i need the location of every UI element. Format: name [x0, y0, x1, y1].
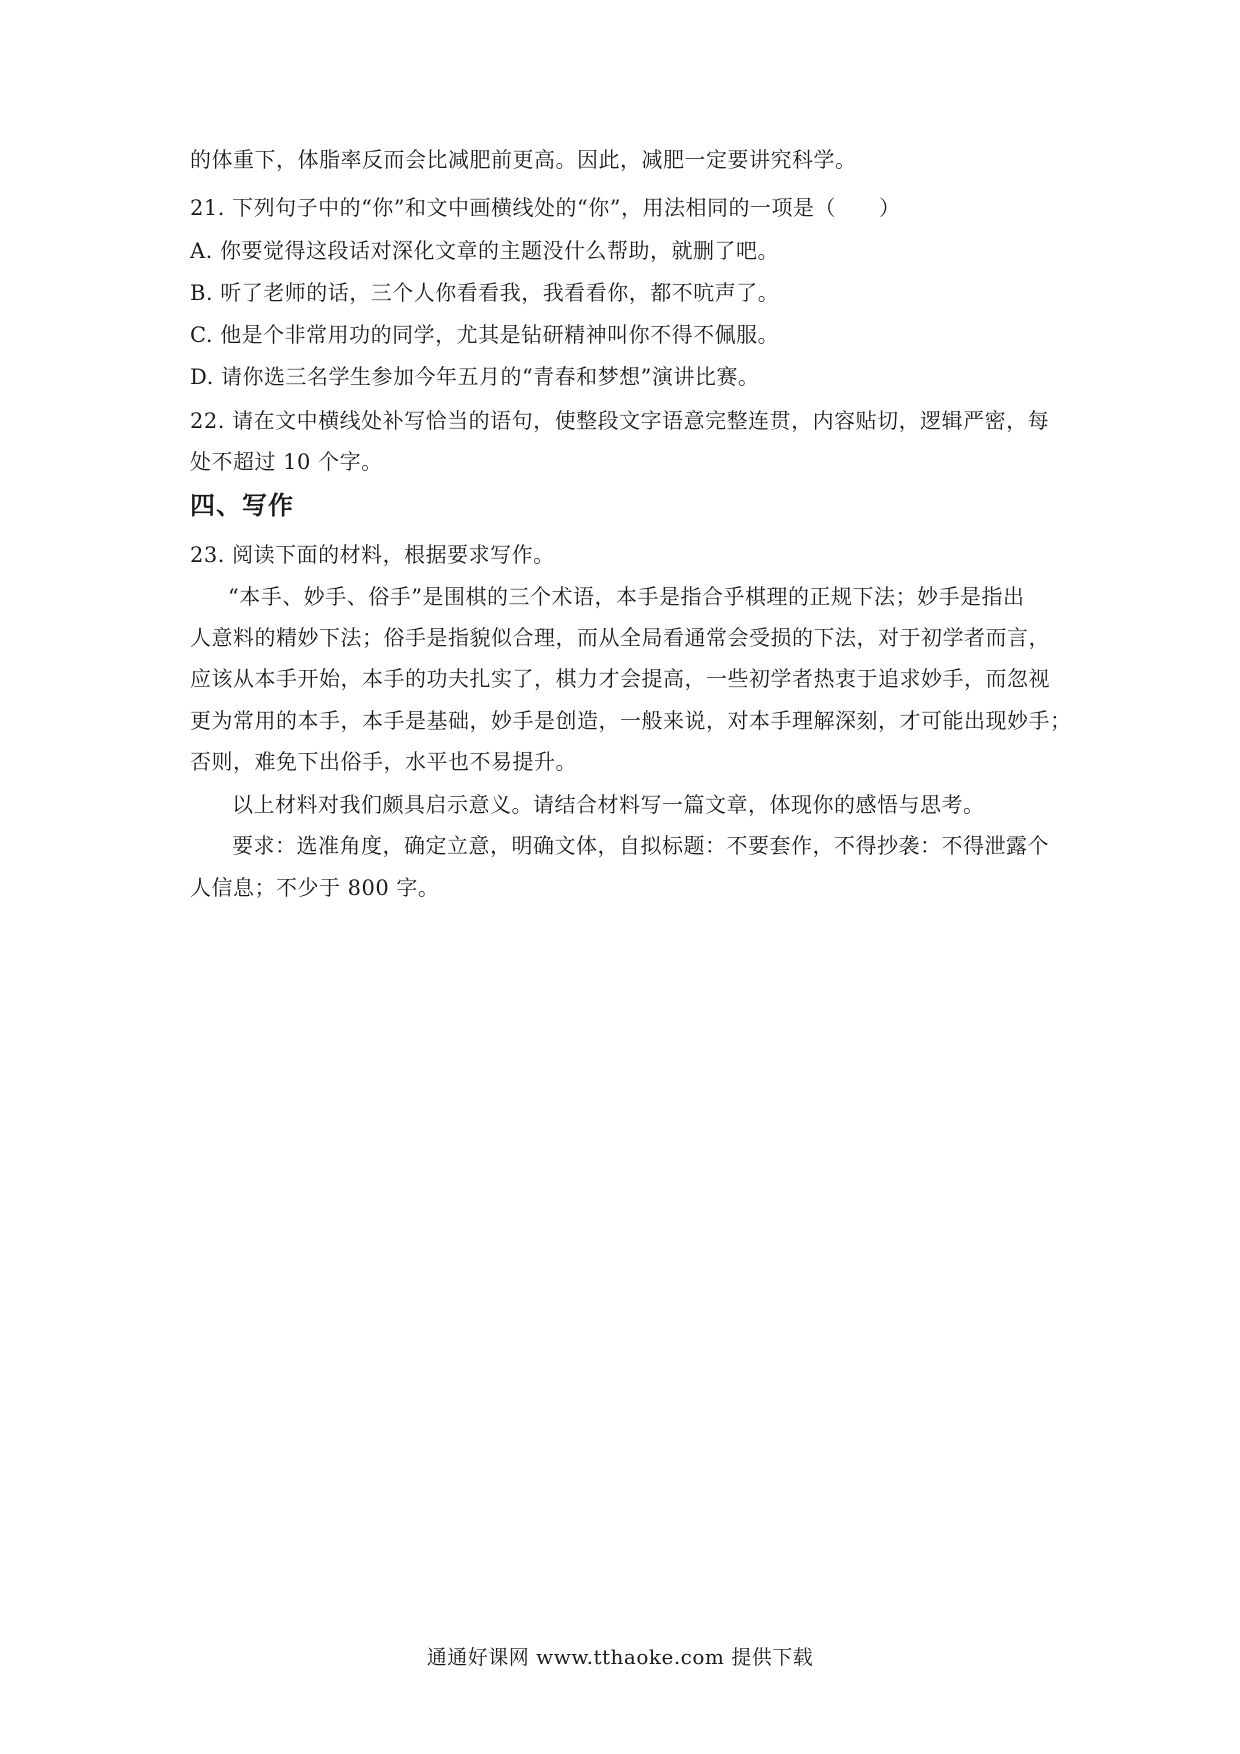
- material-line-4: 更为常用的本手，本手是基础，妙手是创造，一般来说，对本手理解深刻，才可能出现妙手；: [190, 709, 1072, 733]
- question-22-line-2: 处不超过 10 个字。: [190, 450, 383, 474]
- question-21-option-b: B. 听了老师的话，三个人你看看我，我看看你，都不吭声了。: [190, 281, 780, 305]
- material-line-5: 否则，难免下出俗手，水平也不易提升。: [190, 750, 577, 774]
- question-22-line-1: 22. 请在文中横线处补写恰当的语句，使整段文字语意完整连贯，内容贴切，逻辑严密，每: [190, 409, 1050, 433]
- material-line-2: 人意料的精妙下法；俗手是指貌似合理，而从全局看通常会受损的下法，对于初学者而言，: [190, 626, 1050, 650]
- page-footer: 通通好课网 www.tthaoke.com 提供下载: [426, 1645, 814, 1669]
- continuation-text: 的体重下，体脂率反而会比减肥前更高。因此，减肥一定要讲究科学。: [190, 148, 857, 172]
- writing-prompt: 以上材料对我们颇具启示意义。请结合材料写一篇文章，体现你的感悟与思考。: [232, 793, 985, 817]
- question-23-stem: 23. 阅读下面的材料，根据要求写作。: [190, 543, 555, 567]
- section-title-writing: 四、写作: [190, 491, 295, 520]
- material-line-3: 应该从本手开始，本手的功夫扎实了，棋力才会提高，一些初学者热衷于追求妙手，而忽视: [190, 667, 1050, 691]
- question-21-option-d: D. 请你选三名学生参加今年五月的“青春和梦想”演讲比赛。: [190, 365, 760, 389]
- question-21-stem: 21. 下列句子中的“你”和文中画横线处的“你”，用法相同的一项是（ ）: [190, 196, 901, 220]
- question-21-option-c: C. 他是个非常用功的同学，尤其是钻研精神叫你不得不佩服。: [190, 323, 780, 347]
- question-21-option-a: A. 你要觉得这段话对深化文章的主题没什么帮助，就删了吧。: [190, 239, 780, 263]
- writing-requirement-line-2: 人信息；不少于 800 字。: [190, 876, 440, 900]
- material-line-1: “本手、妙手、俗手”是围棋的三个术语，本手是指合乎棋理的正规下法；妙手是指出: [228, 585, 1025, 609]
- writing-requirement-line-1: 要求：选准角度，确定立意，明确文体，自拟标题：不要套作，不得抄袭：不得泄露个: [232, 834, 1049, 858]
